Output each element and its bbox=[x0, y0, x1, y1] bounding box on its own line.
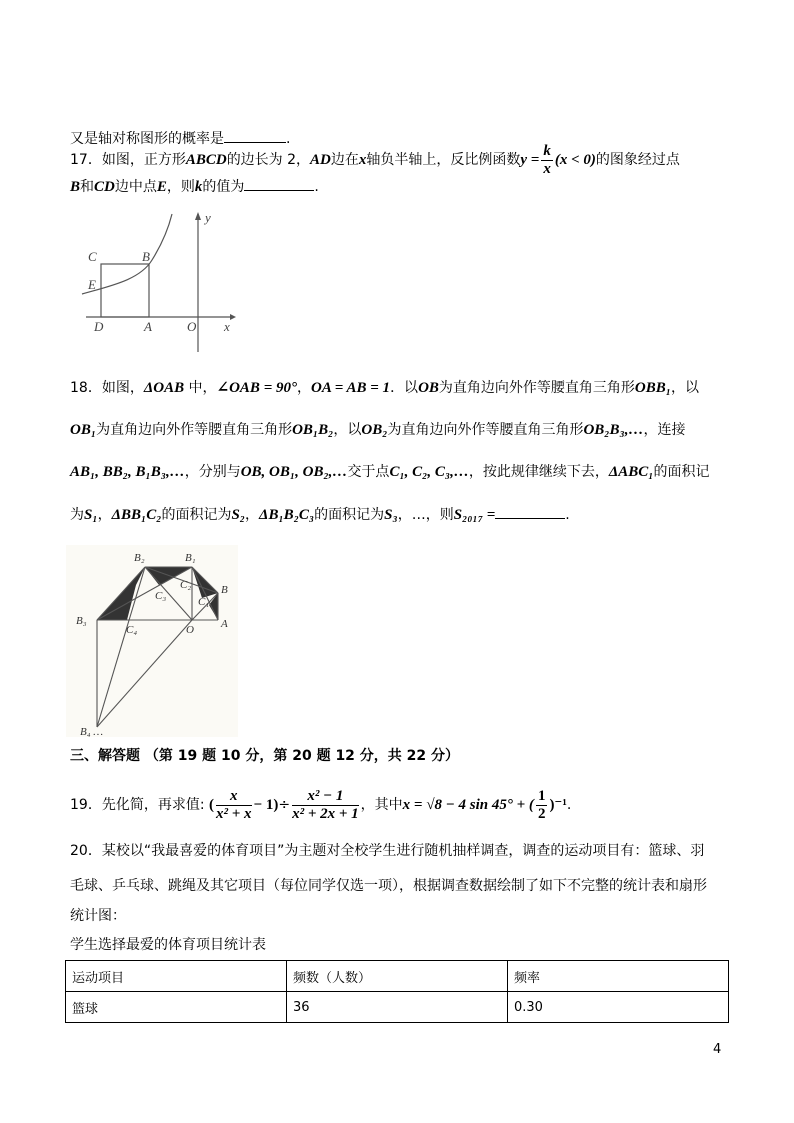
divide-sign: ÷ bbox=[278, 797, 291, 813]
table-row bbox=[66, 992, 729, 1023]
q18-line2 bbox=[70, 420, 686, 440]
label-c2: C₂ bbox=[180, 579, 192, 591]
label-b3: B₃ bbox=[76, 615, 87, 627]
label-c3: C₃ bbox=[155, 590, 167, 602]
q18-figure-triangles bbox=[66, 545, 238, 737]
q18-text: ，按此规律继续下去， bbox=[468, 464, 609, 480]
q18-text: 的面积记为 bbox=[314, 507, 385, 523]
math-ad: AD bbox=[310, 152, 331, 168]
x-axis-arrow-icon bbox=[230, 314, 236, 320]
q17-text: 轴负半轴上，反比例函数 bbox=[366, 152, 521, 168]
answer-blank bbox=[244, 176, 314, 191]
label-x: x bbox=[224, 319, 230, 334]
caption-text: 学生选择最爱的体育项目统计表 bbox=[70, 937, 266, 953]
math-e: E bbox=[156, 179, 167, 195]
q16-text: 又是轴对称图形的概率是 bbox=[70, 131, 224, 147]
table-caption bbox=[70, 935, 266, 955]
q17-text: 边在 bbox=[330, 152, 359, 168]
math-y-eq: y = bbox=[520, 152, 540, 168]
q18-text: 为直角边向外作等腰直角三角形 bbox=[438, 380, 635, 396]
table-header-row bbox=[66, 961, 729, 992]
q17-end: . bbox=[314, 179, 319, 195]
q20-text: 统计图： bbox=[70, 908, 126, 924]
q17-text: 边中点 bbox=[114, 179, 157, 195]
q18-text: ，…，则 bbox=[397, 507, 454, 523]
fraction-2 bbox=[292, 788, 359, 823]
math-x: x bbox=[358, 152, 367, 168]
frac-den: x² + x bbox=[216, 805, 252, 822]
label-b2: B₂ bbox=[134, 552, 145, 564]
fraction-k-over-x bbox=[541, 143, 553, 178]
cell-frequency: 36 bbox=[287, 992, 508, 1023]
q18-line3 bbox=[70, 462, 710, 482]
frac-num: k bbox=[543, 142, 551, 159]
math-triangle-oab: ΔOAB bbox=[143, 380, 185, 396]
label-o: O bbox=[187, 319, 197, 334]
math-ob1: OB₁ bbox=[70, 422, 97, 438]
label-d: D bbox=[94, 319, 104, 334]
q17-text: 的图象经过点 bbox=[595, 152, 680, 168]
header-sport: 运动项目 bbox=[66, 961, 287, 992]
label-a: A bbox=[144, 319, 152, 334]
q18-text: 的面积记 bbox=[653, 464, 710, 480]
frac-num: x bbox=[216, 788, 252, 806]
math-x-value: x = √8 − 4 sin 45° + ( bbox=[402, 797, 534, 813]
label-e: E bbox=[88, 277, 96, 292]
q18-text: 的面积记为 bbox=[161, 507, 232, 523]
math-obb1: OBB₁ bbox=[634, 380, 671, 396]
q17-line2 bbox=[70, 176, 319, 197]
math-minus-1: − 1) bbox=[253, 797, 279, 813]
q19-text: 先化简，再求值: bbox=[101, 797, 205, 813]
q18-text: ，以 bbox=[670, 380, 699, 396]
q19-text: ，其中 bbox=[360, 797, 403, 813]
frac-den: 2 bbox=[537, 805, 546, 822]
math-condition: (x < 0) bbox=[554, 152, 596, 168]
answer-blank bbox=[495, 504, 565, 519]
q20-line2 bbox=[70, 876, 707, 896]
fraction-half bbox=[536, 788, 548, 823]
math-power: )⁻¹ bbox=[549, 797, 567, 813]
math-abc1: ΔABC₁ bbox=[608, 464, 654, 480]
label-c4: C₄ bbox=[126, 624, 138, 636]
math-bb1c2: ΔBB₁C₂ bbox=[111, 507, 162, 523]
q20-text: 毛球、乒乓球、跳绳及其它项目（每位同学仅选一项），根据调查数据绘制了如下不完整的统计表和扇形 bbox=[70, 878, 707, 894]
frac-num: 1 bbox=[537, 787, 546, 804]
label-b4: B₄ … bbox=[80, 726, 104, 737]
math-cd: CD bbox=[94, 179, 115, 195]
math-equation: OA = AB = 1 bbox=[311, 380, 391, 396]
label-b1: B₁ bbox=[185, 552, 196, 564]
math-s1: S₁ bbox=[84, 507, 98, 523]
q18-text: ，连接 bbox=[643, 422, 686, 438]
label-o: O bbox=[186, 624, 194, 636]
q18-text: 如图， bbox=[101, 380, 144, 396]
q18-line1 bbox=[70, 378, 699, 398]
q20-text: 某校以“我最喜爱的体育项目”为主题对全校学生进行随机抽样调查，调查的运动项目有：篮球、羽 bbox=[101, 843, 705, 859]
q18-text: ， bbox=[245, 507, 260, 523]
q18-text: 交于点 bbox=[347, 464, 390, 480]
q18-text: ， bbox=[297, 380, 311, 396]
question-number: 20． bbox=[70, 843, 102, 859]
math-angle: ∠OAB = 90° bbox=[216, 380, 297, 396]
q17-text: 如图，正方形 bbox=[101, 152, 186, 168]
fraction-1 bbox=[216, 788, 252, 823]
q19-end: . bbox=[566, 797, 572, 813]
label-a: A bbox=[221, 618, 228, 630]
y-axis-arrow-icon bbox=[195, 212, 201, 220]
page-number: 4 bbox=[713, 1042, 722, 1057]
frac-den: x² + 2x + 1 bbox=[292, 805, 359, 822]
math-k: k bbox=[194, 179, 203, 195]
label-c: C bbox=[88, 249, 97, 264]
math-obs: OB, OB₁, OB₂,… bbox=[240, 464, 348, 480]
math-ob2b3: OB₂B₃,… bbox=[583, 422, 644, 438]
q18-text: 为 bbox=[70, 507, 84, 523]
header-frequency: 频数（人数） bbox=[287, 961, 508, 992]
question-number: 18． bbox=[70, 380, 102, 396]
label-c1: C₁ bbox=[198, 596, 210, 608]
frac-num: x² − 1 bbox=[292, 788, 359, 806]
q17-text: 和 bbox=[80, 179, 95, 195]
math-segments: AB₁, BB₂, B₁B₃,… bbox=[70, 464, 185, 480]
q17-line1 bbox=[70, 140, 680, 180]
q18-text: 中， bbox=[184, 380, 217, 396]
q17-figure-hyperbola-square bbox=[70, 200, 250, 360]
q18-line4 bbox=[70, 504, 570, 525]
q18-text: 为直角边向外作等腰直角三角形 bbox=[387, 422, 584, 438]
math-s3: S₃ bbox=[384, 507, 398, 523]
math-b: B bbox=[70, 179, 81, 195]
q18-text: ， bbox=[97, 507, 112, 523]
math-ob1b2: OB₁B₂ bbox=[292, 422, 334, 438]
q17-text: 的值为 bbox=[202, 179, 245, 195]
cell-rate: 0.30 bbox=[508, 992, 729, 1023]
math-s2: S₂ bbox=[231, 507, 246, 523]
header-rate: 频率 bbox=[508, 961, 729, 992]
section-note: （第 19 题 10 分，第 20 题 12 分，共 22 分） bbox=[144, 748, 460, 764]
label-y: y bbox=[205, 210, 211, 225]
math-cs: C₁, C₂, C₃,… bbox=[389, 464, 469, 480]
math-ob2: OB₂ bbox=[361, 422, 388, 438]
sports-stats-table bbox=[65, 960, 729, 1023]
q18-text: ，分别与 bbox=[184, 464, 241, 480]
label-b: B bbox=[142, 249, 150, 264]
question-number: 17． bbox=[70, 152, 102, 168]
q16-end: . bbox=[286, 131, 291, 147]
q18-end: . bbox=[565, 507, 570, 523]
q20-line3 bbox=[70, 906, 126, 926]
math-s2017: S₂₀₁₇ = bbox=[453, 507, 496, 523]
open-paren: ( bbox=[209, 797, 214, 813]
q18-text: ．以 bbox=[390, 380, 419, 396]
q18-text: ，以 bbox=[333, 422, 362, 438]
q20-line1 bbox=[70, 841, 704, 861]
math-b1b2c3: ΔB₁B₂C₃ bbox=[259, 507, 315, 523]
q17-text: 的边长为 2， bbox=[226, 152, 311, 168]
q18-text: 为直角边向外作等腰直角三角形 bbox=[96, 422, 293, 438]
section-3-heading bbox=[70, 746, 459, 766]
section-title: 三、解答题 bbox=[70, 748, 140, 764]
q19-line bbox=[70, 784, 571, 826]
label-b: B bbox=[221, 584, 228, 596]
math-abcd: ABCD bbox=[185, 152, 227, 168]
frac-den: x bbox=[543, 160, 551, 177]
cell-sport: 篮球 bbox=[66, 992, 287, 1023]
math-ob: OB bbox=[418, 380, 439, 396]
question-number: 19． bbox=[70, 797, 102, 813]
q17-text: ，则 bbox=[166, 179, 195, 195]
